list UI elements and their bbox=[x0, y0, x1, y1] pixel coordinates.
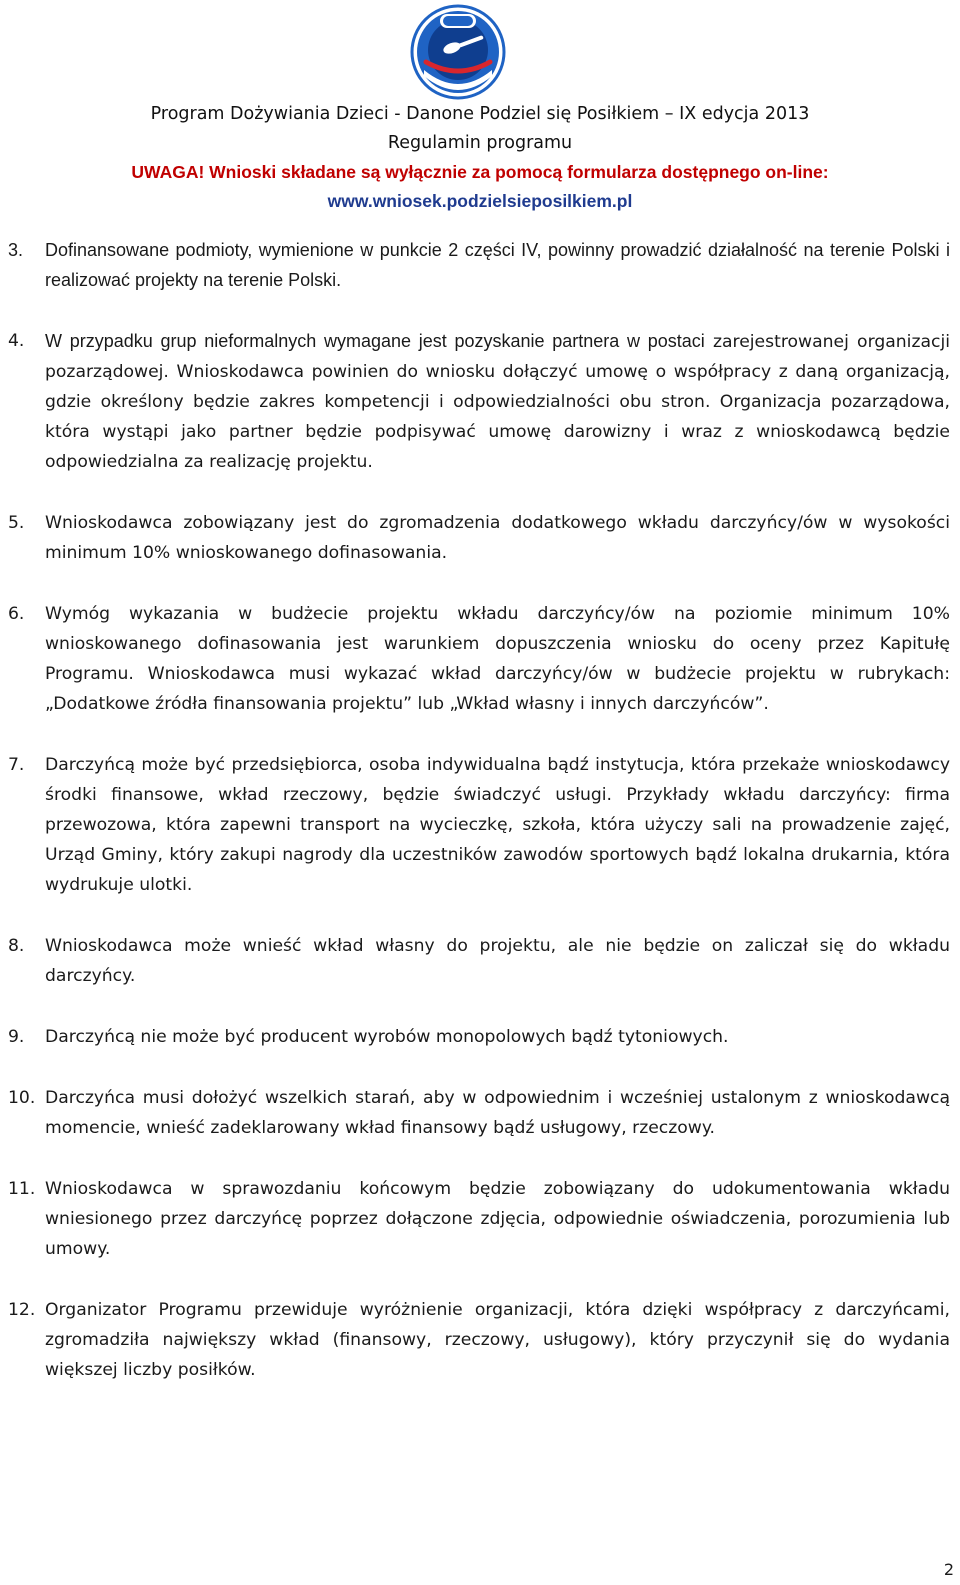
item-text-calibri: Wnioskodawca powinien do wniosku dołączyć umowę o współpracy z daną organizacją, gdzie określony będzie zakres kompetencji i odpowiedzialności obu stron. Organizacja pozarządowa, która wystąpi jako partner będzie podpisywać umowę darowizny i wraz z wnioskodawcą będzie odpowiedzialna za realizację projektu. bbox=[45, 362, 950, 472]
item-text: Organizator Programu przewiduje wyróżnienie organizacji, która dzięki współpracy z darczyńcami, zgromadziła największy wkład (finansowy, rzeczowy, usługowy), który przyczynił się do wydania większej liczby posiłków. bbox=[45, 1300, 950, 1380]
item-number: 9. bbox=[8, 1027, 25, 1047]
item-text-arial: W przypadku grup nieformalnych wymagane jest pozyskanie partnera w postaci bbox=[45, 331, 705, 351]
item-number: 10. bbox=[8, 1088, 36, 1108]
warning-text: Wnioski składane są wyłącznie za pomocą formularza dostępnego on-line: bbox=[204, 162, 829, 182]
item-number: 6. bbox=[8, 604, 25, 624]
application-url-link[interactable]: www.wniosek.podzielsieposilkiem.pl bbox=[327, 191, 633, 211]
list-item bbox=[8, 1174, 950, 1264]
item-number: 12. bbox=[8, 1300, 36, 1320]
item-number: 5. bbox=[8, 513, 25, 533]
item-text: Darczyńcą może być przedsiębiorca, osoba indywidualna bądź instytucja, która przekaże wnioskodawcy środki finansowe, wkład rzeczowy, będzie świadczyć usługi. Przykłady wkładu darczyńcy: firma przewozowa, która zapewni transport na wycieczkę, szkoła, która użyczy sali na prowadzenie zajęć, Urząd Gminy, który zakupi nagrody dla uczestników zawodów sportowych bądź lokalna drukarnia, która wydrukuje ulotki. bbox=[45, 755, 950, 895]
warning-label: UWAGA! bbox=[131, 162, 205, 182]
item-text: Darczyńca musi dołożyć wszelkich starań, aby w odpowiednim i wcześniej ustalonym z wnioskodawcą momencie, wnieść zadeklarowany wkład finansowy bądź usługowy, rzeczowy. bbox=[45, 1088, 950, 1138]
item-number: 8. bbox=[8, 936, 25, 956]
list-item bbox=[8, 599, 950, 719]
list-item bbox=[8, 326, 950, 477]
item-text: Dofinansowane podmioty, wymienione w punkcie 2 części IV, powinny prowadzić działalność na terenie Polski i realizować projekty na terenie Polski. bbox=[45, 240, 950, 290]
item-number: 3. bbox=[8, 240, 24, 260]
list-item bbox=[8, 750, 950, 900]
item-text: Wnioskodawca zobowiązany jest do zgromadzenia dodatkowego wkładu darczyńcy/ów w wysokości minimum 10% wnioskowanego dofinasowania. bbox=[45, 513, 950, 563]
item-number: 11. bbox=[8, 1179, 36, 1199]
item-text: Wymóg wykazania w budżecie projektu wkładu darczyńcy/ów na poziomie minimum 10% wnioskowanego dofinasowania jest warunkiem dopuszczenia wniosku do oceny przez Kapitułę Programu. Wnioskodawca musi wykazać wkład darczyńcy/ów w budżecie projektu w rubrykach: „Dodatkowe źródła finansowania projektu” lub „Wkład własny i innych darczyńców”. bbox=[45, 604, 950, 714]
list-item bbox=[8, 1083, 950, 1143]
item-text: Darczyńcą nie może być producent wyrobów monopolowych bądź tytoniowych. bbox=[45, 1027, 729, 1047]
item-text: Wnioskodawca w sprawozdaniu końcowym będzie zobowiązany do udokumentowania wkładu wniesionego przez darczyńcę poprzez dołączone zdjęcia, odpowiednie oświadczenia, porozumienia lub umowy. bbox=[45, 1179, 950, 1259]
list-item bbox=[8, 1295, 950, 1385]
list-item bbox=[8, 508, 950, 568]
list-item bbox=[8, 931, 950, 991]
document-header bbox=[0, 100, 960, 216]
list-item bbox=[8, 235, 950, 295]
page-number: 2 bbox=[943, 1560, 954, 1579]
document-subtitle: Regulamin programu bbox=[387, 133, 573, 153]
item-number: 4. bbox=[8, 331, 25, 351]
item-number: 7. bbox=[8, 755, 25, 775]
item-text-calibri: zarejestrowanej organizacji pozarządowej. bbox=[45, 332, 950, 382]
program-title: Program Dożywiania Dzieci - Danone Podziel się Posiłkiem – IX edycja 2013 bbox=[150, 104, 810, 124]
list-item bbox=[8, 1022, 950, 1052]
online-warning bbox=[0, 158, 960, 187]
regulation-list bbox=[8, 235, 950, 1416]
danone-logo bbox=[410, 4, 506, 100]
item-text: Wnioskodawca może wnieść wkład własny do projektu, ale nie będzie on zaliczał się do wkładu darczyńcy. bbox=[45, 936, 950, 986]
